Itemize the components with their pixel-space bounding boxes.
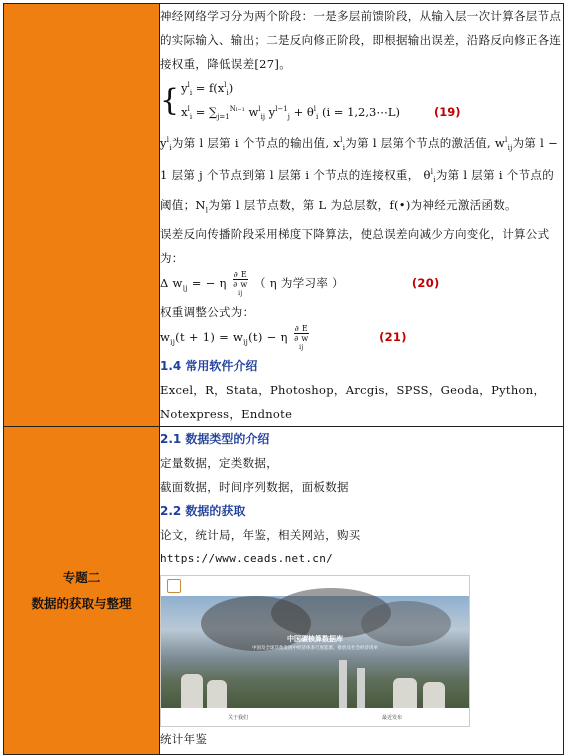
screenshot-hero-image: [161, 596, 469, 708]
equation-20: Δ $w_{ij}$ = − η ∂ E ∂ w ij （ η 为学习率 ） (20): [160, 269, 440, 297]
heading-1-4: 1.4 常用软件介绍: [160, 359, 258, 374]
right-cell-data-acquisition: [160, 427, 564, 755]
left-cell-empty: [4, 4, 160, 427]
equation-20-tag: (20): [411, 275, 440, 290]
data-sources-line: 论文，统计局，年鉴，相关网站，购买: [160, 528, 361, 543]
ceads-url[interactable]: https://www.ceads.net.cn/: [160, 552, 334, 566]
screenshot-about-link: 关于我们: [227, 714, 248, 721]
data-types-line-2: 截面数据，时间序列数据，面板数据: [160, 480, 349, 495]
equation-21-tag: (21): [379, 330, 407, 345]
left-cell-topic-two: [4, 427, 160, 755]
right-cell-neural-network: [160, 4, 564, 427]
ceads-website-screenshot: [160, 575, 470, 727]
screenshot-recent-link: 最近发布: [381, 714, 402, 721]
paragraph-weight-update: 权重调整公式为：: [160, 305, 255, 320]
heading-2-1: 2.1 数据类型的介绍: [160, 432, 270, 447]
equation-21: $w_{ij}(t + 1) = w_{ij}(t) - \eta$ ∂ E ∂ w ij (21): [160, 324, 407, 352]
equation-19-tag: (19): [433, 104, 461, 119]
heading-2-2: 2.2 数据的获取: [160, 504, 246, 519]
ceads-logo-icon: [167, 579, 181, 593]
equation-19-range: (i = 1,2,3⋯L): [321, 104, 400, 119]
statistical-yearbook-line: 统计年鉴: [160, 732, 208, 747]
data-types-line-1: 定量数据，定类数据，: [160, 456, 278, 471]
equation-19: { $y^l_i = f(x^l_i)$ $x^l_i = \sum_{j=1}^{Nl-1}$ $w^l_{ij}$ $y^{l-1}_j + \theta^l_i$ (i = 1,2,3⋯L) (19): [160, 80, 461, 122]
screenshot-hero-subtitle: 中国及全球其他发展中经济体多尺度能源、排放及社会经济清单: [252, 646, 378, 652]
topic-title: 数据的获取与整理: [31, 595, 132, 611]
content-table: [3, 3, 564, 755]
paragraph-variable-definitions: $y^l_i$为第 l 层第 i 个节点的输出值, $x^l_i$为第 l 层第个节点的激活值, $w^l_{ij}$为第 l − 1 层第 j 个节点到第 l 层第 i 个节点的连接权重， $\theta^l_i$为第 l 层第 i 个节点的阈值；$N_l$为第 l 层节点数，第 L 为总层数，f(•)为神经元激活函数。: [160, 136, 559, 214]
topic-label: 专题二: [62, 569, 101, 585]
software-list: Excel，R，Stata，Photoshop，Arcgis，SPSS，Geoda，Python，Notexpress，Endnote: [160, 383, 546, 422]
screenshot-hero-title: 中国碳核算数据库: [287, 635, 343, 644]
paragraph-learning-stages: 神经网络学习分为两个阶段：一是多层前馈阶段，从输入层一次计算各层节点的实际输入、输出；二是反向修正阶段，即根据输出误差，沿路反向修正各连接权重，降低误差[27]。: [160, 9, 562, 71]
screenshot-footer: [161, 708, 469, 726]
paragraph-gradient-descent: 误差反向传播阶段采用梯度下降算法，使总误差向减少方向变化，计算公式为：: [160, 226, 550, 265]
